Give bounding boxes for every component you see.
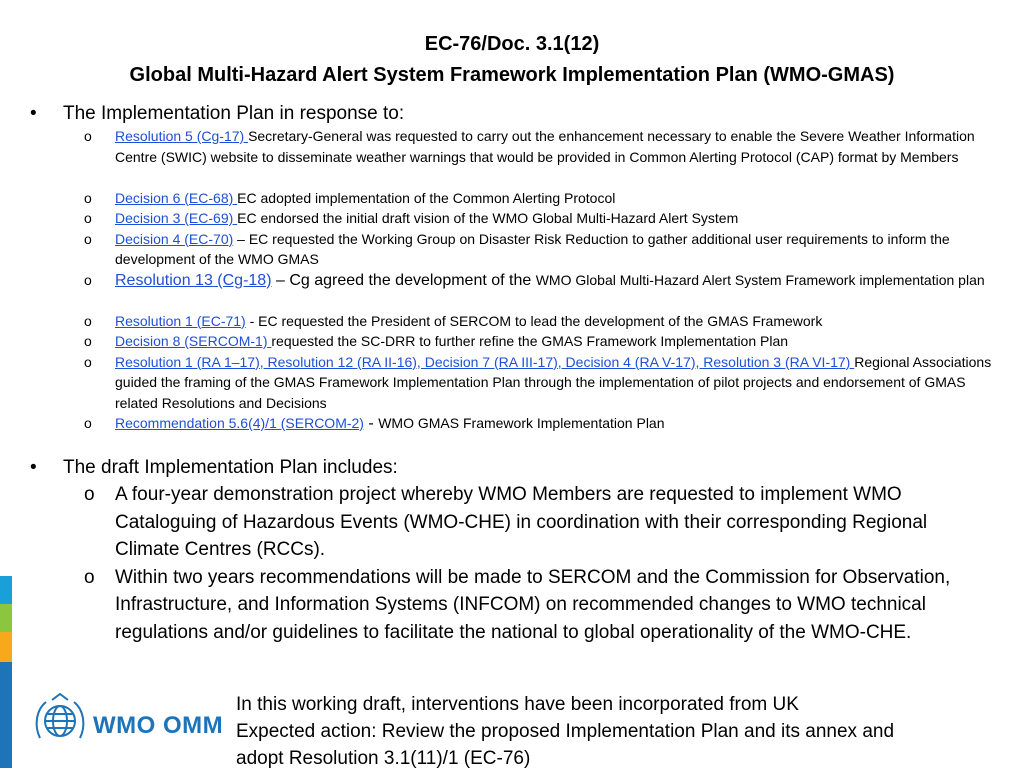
color-bar-segment: [0, 632, 12, 662]
circle-bullet-icon: o: [84, 189, 92, 206]
color-bar-segment: [0, 662, 12, 768]
decision-8-sercom1-link[interactable]: Decision 8 (SERCOM-1): [115, 333, 272, 349]
color-bar-segment: [0, 604, 12, 632]
expected-action-note-continued: adopt Resolution 3.1(11)/1 (EC-76): [236, 748, 531, 769]
expected-action-note: Expected action: Review the proposed Implementation Plan and its annex and: [236, 721, 895, 742]
circle-bullet-icon: o: [84, 353, 92, 370]
color-bar-segment: [0, 576, 12, 604]
regional-associations-links[interactable]: Resolution 1 (RA 1–17), Resolution 12 (RA II-16), Decision 7 (RA III-17), Decision 4 (RA V-17), Resolution 3 (RA VI-17): [115, 353, 855, 370]
bullet-icon: •: [30, 457, 37, 478]
circle-bullet-icon: o: [84, 484, 95, 505]
circle-bullet-icon: o: [84, 210, 92, 226]
recommendation-5-6-4-1-link[interactable]: Recommendation 5.6(4)/1 (SERCOM-2): [115, 415, 364, 431]
circle-bullet-icon: o: [84, 230, 92, 247]
footer-note: In this working draft, interventions have been incorporated from UK: [236, 694, 799, 715]
circle-bullet-icon: o: [84, 312, 92, 329]
bullet-icon: •: [30, 103, 37, 124]
decision-4-ec70-link[interactable]: Decision 4 (EC-70): [115, 230, 234, 247]
circle-bullet-icon: o: [84, 415, 92, 431]
resolution-13-cg18-link[interactable]: Resolution 13 (Cg-18): [115, 271, 272, 289]
decision-3-ec69-link[interactable]: Decision 3 (EC-69): [115, 210, 238, 226]
circle-bullet-icon: o: [84, 333, 92, 349]
page-title: Global Multi-Hazard Alert System Framework Implementation Plan (WMO-GMAS): [129, 64, 895, 86]
resolution-1-ec71-link[interactable]: Resolution 1 (EC-71): [115, 312, 246, 329]
circle-bullet-icon: o: [84, 128, 92, 144]
wmo-emblem-icon: [30, 690, 90, 750]
resolution-5-cg17-link[interactable]: Resolution 5 (Cg-17): [115, 128, 249, 144]
doc-reference: EC-76/Doc. 3.1(12): [424, 33, 600, 55]
decision-6-ec68-link[interactable]: Decision 6 (EC-68): [115, 189, 238, 206]
wmo-logo-text: WMO OMM: [93, 712, 224, 739]
circle-bullet-icon: o: [84, 566, 95, 588]
circle-bullet-icon: o: [84, 271, 92, 288]
